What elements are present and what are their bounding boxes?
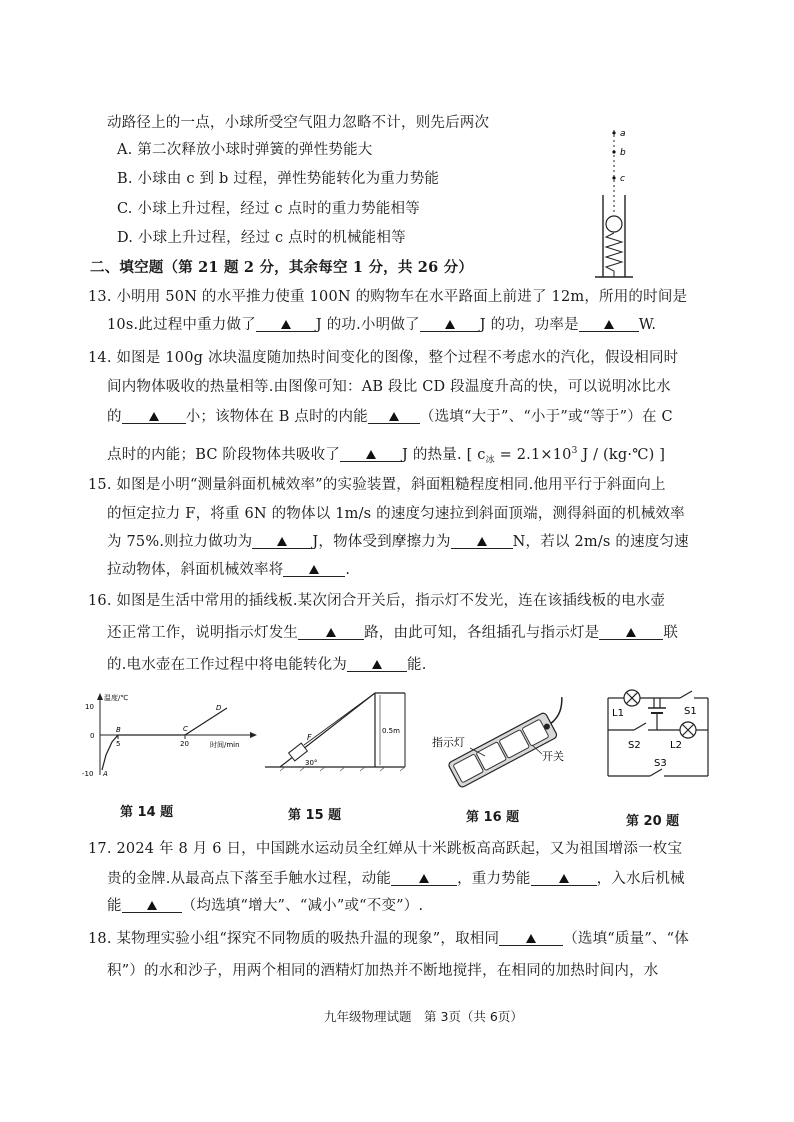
q15-blank3[interactable] (283, 560, 345, 577)
q17-blank1[interactable] (391, 869, 457, 886)
q13-blank3[interactable] (579, 315, 639, 332)
q13-blank1[interactable] (256, 315, 316, 332)
q18-line2: 积”）的水和沙子，用两个相同的酒精灯加热并不断地搅拌，在相同的加热时间内，水 (107, 963, 659, 979)
q12-option-b[interactable]: B. 小球由 c 到 b 过程，弹性势能转化为重力势能 (117, 171, 440, 187)
q13-line1: 13. 小明用 50N 的水平推力使重 100N 的购物车在水平路面上前进了 12m，所用的时间是 (88, 289, 688, 305)
fig14-caption: 第 14 题 (120, 805, 174, 820)
label-c: c (620, 174, 625, 184)
fig16-switch-label: 开关 (542, 750, 564, 763)
q12-spring-figure (590, 125, 650, 285)
fig14-ylabel: 温度/℃ (104, 694, 129, 702)
q16-line1: 16. 如图是生活中常用的插线板.某次闭合开关后，指示灯不发光，连在该插线板的电水壶 (88, 593, 666, 609)
fig15-caption: 第 15 题 (288, 808, 342, 823)
fig15-force-label: F (307, 733, 312, 742)
fig20-label-l1: L1 (612, 708, 624, 719)
fig15-angle-label: 30° (305, 759, 318, 767)
page-footer: 九年级物理试题 第 3页（共 6页） (324, 1009, 523, 1024)
q14-blank3[interactable] (340, 445, 402, 462)
q18-blank1[interactable] (499, 929, 563, 946)
q17-line3: 能 （均选填“增大”、“减小”或“不变”）. (107, 898, 424, 914)
q14-blank2[interactable] (368, 407, 420, 424)
fig14-ytick-neg10: -10 (82, 770, 94, 778)
fig16-power-strip (430, 690, 580, 790)
fig14-point-b: B (116, 726, 121, 734)
fig15-incline (260, 685, 420, 785)
q15-line3: 为 75%.则拉力做功为 J，物体受到摩擦力为 N，若以 2m/s 的速度匀速 (107, 534, 689, 550)
q15-line1: 15. 如图是小明“测量斜面机械效率”的实验装置，斜面粗糙程度相同.他用平行于斜面向上 (88, 477, 666, 493)
q14-blank1[interactable] (122, 407, 186, 424)
fig20-circuit (598, 686, 718, 786)
q14-line4: 点时的内能；BC 阶段物体共吸收了 J 的热量. [ $c_冰 = 2.1\times 10^3$ J / (kg·℃) ] (107, 446, 666, 466)
section-heading: 二、填空题（第 21 题 2 分，其余每空 1 分，共 26 分） (90, 259, 474, 276)
fig15-height-label: 0.5m (382, 727, 400, 735)
q14-line3: 的 小；该物体在 B 点时的内能 （选填“大于”、“小于”或“等于”）在 C (107, 409, 673, 425)
q17-line2: 贵的金牌.从最高点下落至手触水过程，动能 ，重力势能 ，入水后机械 (107, 871, 685, 887)
fig20-label-s3: S3 (654, 758, 667, 769)
q18-line1: 18. 某物理实验小组“探究不同物质的吸热升温的现象”，取相同 （选填“质量”、“体 (88, 931, 689, 947)
q16-line2: 还正常工作，说明指示灯发生 路，由此可知，各组插孔与指示灯是 联 (107, 625, 679, 641)
fig14-ytick-0: 0 (90, 732, 95, 740)
fig16-lamp-label: 指示灯 (432, 736, 465, 749)
label-b: b (620, 148, 626, 158)
q14-line2: 间内物体吸收的热量相等.由图像可知：AB 段比 CD 段温度升高的快，可以说明冰比水 (107, 379, 671, 395)
fig14-point-a: A (103, 770, 108, 778)
q12-stem: 动路径上的一点，小球所受空气阻力忽略不计，则先后两次 (107, 115, 490, 131)
fig14-ytick-10: 10 (85, 703, 94, 711)
q16-blank1[interactable] (298, 623, 364, 640)
fig14-graph (82, 690, 262, 780)
label-a: a (620, 129, 626, 139)
fig20-label-s1: S1 (684, 706, 697, 717)
fig14-point-d: D (216, 704, 222, 712)
q16-blank2[interactable] (599, 623, 663, 640)
fig14-xtick-5: 5 (116, 740, 121, 748)
fig14-xlabel: 时间/min (210, 741, 240, 749)
q17-blank3[interactable] (122, 896, 182, 913)
fig20-label-s2: S2 (628, 740, 641, 751)
q15-line2: 的恒定拉力 F，将重 6N 的物体以 1m/s 的速度匀速拉到斜面顶端，测得斜面的机械效率 (107, 506, 685, 522)
q15-blank2[interactable] (451, 532, 513, 549)
q16-line3: 的.电水壶在工作过程中将电能转化为 能. (107, 657, 427, 673)
q13-blank2[interactable] (420, 315, 480, 332)
q17-line1: 17. 2024 年 8 月 6 日，中国跳水运动员全红婵从十米跳板高高跃起，又为祖国增添一枚宝 (88, 841, 683, 857)
q16-blank3[interactable] (347, 655, 407, 672)
q12-option-d[interactable]: D. 小球上升过程，经过 c 点时的机械能相等 (117, 230, 406, 246)
q15-line4: 拉动物体，斜面机械效率将 . (107, 562, 351, 578)
fig20-caption: 第 20 题 (626, 814, 680, 829)
fig16-caption: 第 16 题 (466, 810, 520, 825)
fig14-xtick-20: 20 (180, 740, 189, 748)
fig14-point-c: C (183, 725, 188, 733)
fig20-label-l2: L2 (670, 740, 682, 751)
q15-blank1[interactable] (252, 532, 312, 549)
q13-line2: 10s.此过程中重力做了 J 的功.小明做了 J 的功，功率是 W. (107, 317, 657, 333)
q12-option-a[interactable]: A. 第二次释放小球时弹簧的弹性势能大 (117, 142, 373, 158)
q17-blank2[interactable] (531, 869, 597, 886)
q14-line1: 14. 如图是 100g 冰块温度随加热时间变化的图像，整个过程不考虑水的汽化，假设相同时 (88, 350, 679, 366)
q12-option-c[interactable]: C. 小球上升过程，经过 c 点时的重力势能相等 (117, 201, 420, 217)
